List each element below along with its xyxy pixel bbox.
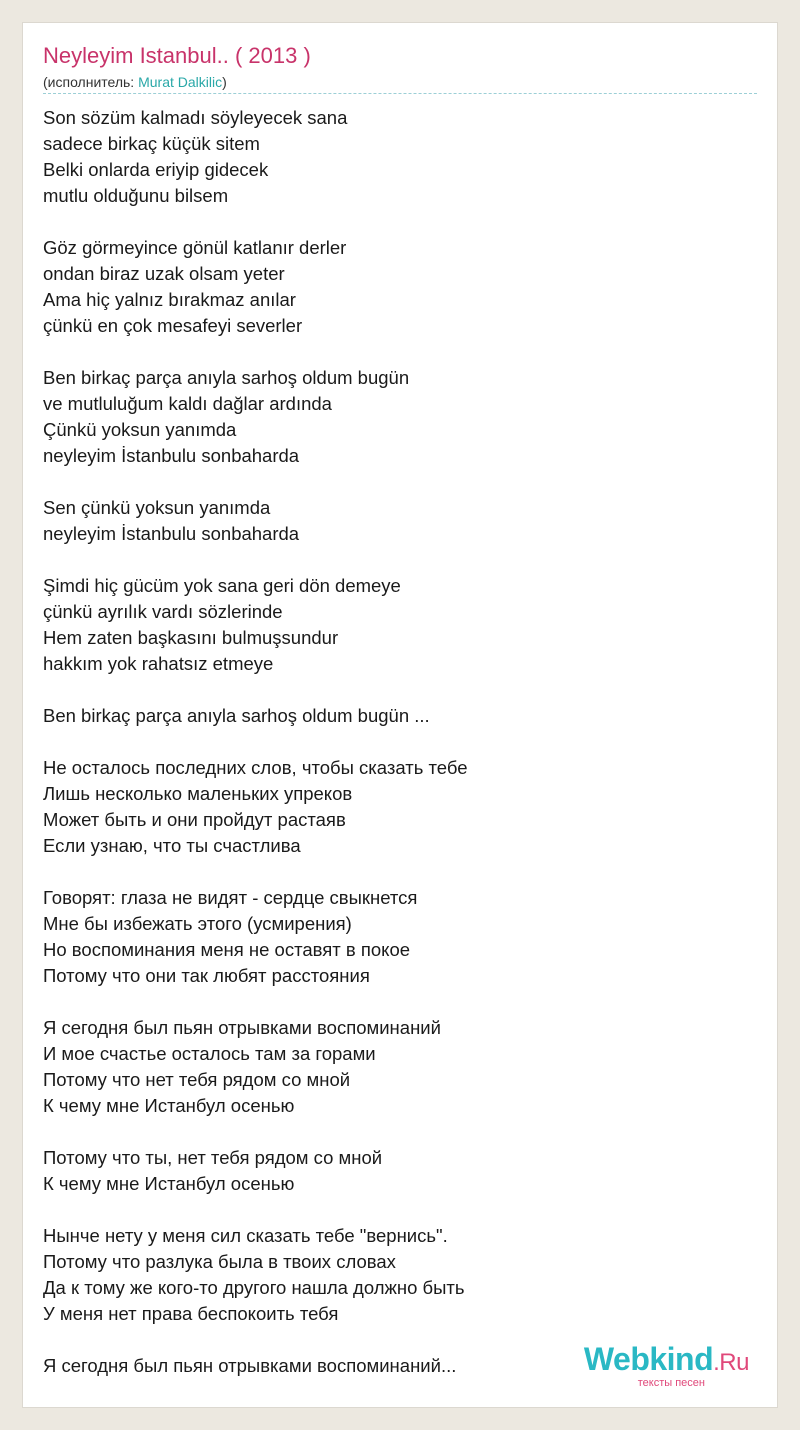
lyric-line: Но воспоминания меня не оставят в покое <box>43 939 411 960</box>
lyric-line: Göz görmeyince gönül katlanır derler <box>43 237 347 258</box>
performer-link[interactable]: Murat Dalkilic <box>138 74 223 90</box>
lyric-line: Я сегодня был пьян отрывками воспоминаний... <box>43 1355 457 1376</box>
lyric-line: Çünkü yoksun yanımda <box>43 419 237 440</box>
stanza-break <box>43 989 468 1015</box>
lyric-line: И мое счастье осталось там за горами <box>43 1043 376 1064</box>
lyric-line: К чему мне Истанбул осенью <box>43 1173 295 1194</box>
stanza-break <box>43 677 468 703</box>
song-title: Neyleyim Istanbul.. ( 2013 ) <box>43 43 311 68</box>
lyric-line: Ben birkaç parça anıyla sarhoş oldum bugün <box>43 367 410 388</box>
lyric-line: Говорят: глаза не видят - сердце свыкнется <box>43 887 418 908</box>
stanza-break <box>43 1119 468 1145</box>
watermark-brand: Webkind <box>583 1341 714 1377</box>
lyric-line: sadece birkaç küçük sitem <box>43 133 260 154</box>
lyric-line: Sen çünkü yoksun yanımda <box>43 497 271 518</box>
lyric-line: neyleyim İstanbulu sonbaharda <box>43 445 300 466</box>
lyric-line: Я сегодня был пьян отрывками воспоминаний <box>43 1017 441 1038</box>
lyric-line: Может быть и они пройдут растаяв <box>43 809 346 830</box>
watermark-tagline: тексты песен <box>637 1377 705 1389</box>
lyric-line: Лишь несколько маленьких упреков <box>43 783 353 804</box>
lyric-line: çünkü ayrılık vardı sözlerinde <box>43 601 283 622</box>
lyric-line: mutlu olduğunu bilsem <box>43 185 229 206</box>
stanza-break <box>43 469 468 495</box>
lyric-line: Потому что ты, нет тебя рядом со мной <box>43 1147 383 1168</box>
watermark-tld: .Ru <box>713 1349 749 1376</box>
lyric-line: Потому что разлука была в твоих словах <box>43 1251 396 1272</box>
performer-suffix: ) <box>222 74 227 90</box>
header-divider <box>43 93 757 94</box>
stanza-break <box>43 1197 468 1223</box>
lyric-line: Ama hiç yalnız bırakmaz anılar <box>43 289 296 310</box>
stanza-break <box>43 339 468 365</box>
stanza-break <box>43 547 468 573</box>
lyric-line: Да к тому же кого-то другого нашла должно быть <box>43 1277 465 1298</box>
lyric-line: ve mutluluğum kaldı dağlar ardında <box>43 393 332 414</box>
stanza-break <box>43 209 468 235</box>
lyric-line: Son sözüm kalmadı söyleyecek sana <box>43 107 348 128</box>
stanza-break <box>43 1327 468 1353</box>
lyrics-text <box>43 105 468 1379</box>
lyric-line: Не осталось последних слов, чтобы сказать тебе <box>43 757 468 778</box>
lyric-line: Hem zaten başkasını bulmuşsundur <box>43 627 339 648</box>
lyric-line: К чему мне Истанбул осенью <box>43 1095 295 1116</box>
lyric-line: У меня нет права беспокоить тебя <box>43 1303 339 1324</box>
lyric-line: neyleyim İstanbulu sonbaharda <box>43 523 300 544</box>
lyric-line: Потому что нет тебя рядом со мной <box>43 1069 351 1090</box>
stanza-break <box>43 859 468 885</box>
lyric-line: hakkım yok rahatsız etmeye <box>43 653 274 674</box>
site-watermark-logo <box>584 1343 749 1389</box>
lyric-line: ondan biraz uzak olsam yeter <box>43 263 285 284</box>
lyric-line: Мне бы избежать этого (усмирения) <box>43 913 352 934</box>
lyric-line: Нынче нету у меня сил сказать тебе "вернись". <box>43 1225 448 1246</box>
performer-prefix: (исполнитель: <box>43 74 139 90</box>
performer-line <box>43 74 227 90</box>
lyric-line: Ben birkaç parça anıyla sarhoş oldum bugün ... <box>43 705 430 726</box>
lyric-line: çünkü en çok mesafeyi severler <box>43 315 303 336</box>
stanza-break <box>43 729 468 755</box>
lyrics-page <box>22 22 778 1408</box>
lyric-line: Belki onlarda eriyip gidecek <box>43 159 269 180</box>
lyric-line: Если узнаю, что ты счастлива <box>43 835 301 856</box>
lyric-line: Потому что они так любят расстояния <box>43 965 370 986</box>
lyric-line: Şimdi hiç gücüm yok sana geri dön demeye <box>43 575 401 596</box>
